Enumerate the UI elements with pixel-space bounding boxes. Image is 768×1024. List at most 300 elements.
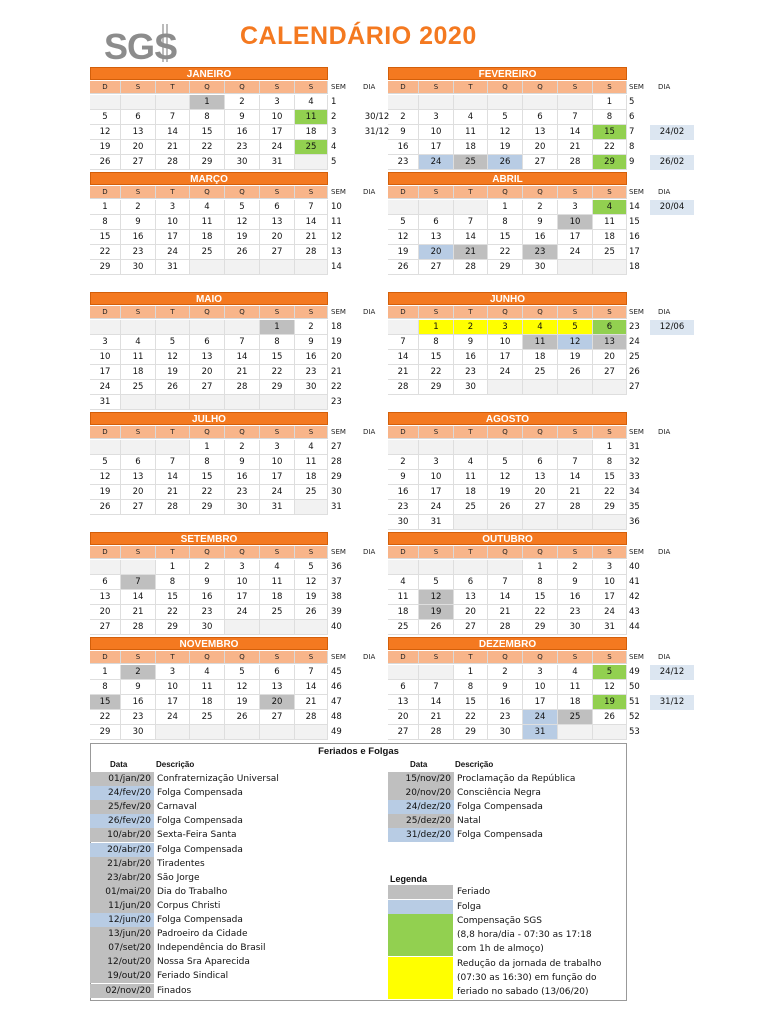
day-cell: 23 xyxy=(121,245,156,260)
week-number: 23 xyxy=(629,322,640,332)
day-cell: 28 xyxy=(558,500,593,515)
day-cell: 28 xyxy=(156,500,190,515)
day-cell: 14 xyxy=(419,695,454,710)
week-number: 7 xyxy=(629,127,635,137)
weekday-header: Q xyxy=(190,306,225,319)
day-cell: 31 xyxy=(156,260,190,275)
day-cell: 27 xyxy=(190,380,225,395)
day-cell: 8 xyxy=(523,575,558,590)
day-cell: 17 xyxy=(90,365,121,380)
empty-cell xyxy=(523,515,558,530)
day-cell: 27 xyxy=(523,500,558,515)
day-cell: 17 xyxy=(419,485,454,500)
week-number: 27 xyxy=(331,442,342,452)
empty-cell xyxy=(558,260,593,275)
day-cell: 15 xyxy=(488,230,523,245)
day-cell: 22 xyxy=(260,365,295,380)
weekday-header: D xyxy=(388,186,419,199)
day-cell: 5 xyxy=(225,200,260,215)
sem-header: SEM xyxy=(331,83,346,91)
month-header: JANEIRO xyxy=(90,67,328,80)
empty-cell xyxy=(523,95,558,110)
weekday-header: S xyxy=(121,651,156,664)
dia-header: DIA xyxy=(363,653,376,661)
day-cell: 26 xyxy=(488,155,523,170)
day-cell: 22 xyxy=(156,605,190,620)
day-cell: 17 xyxy=(593,590,627,605)
day-cell: 4 xyxy=(593,200,627,215)
day-cell: 10 xyxy=(225,575,260,590)
week-number: 27 xyxy=(629,382,640,392)
day-cell: 7 xyxy=(225,335,260,350)
month-header: MAIO xyxy=(90,292,328,305)
day-cell: 18 xyxy=(121,365,156,380)
day-cell: 28 xyxy=(419,725,454,740)
holiday-desc: Folga Compensada xyxy=(457,830,543,841)
day-cell: 12 xyxy=(388,230,419,245)
holiday-date: 31/dez/20 xyxy=(388,828,454,842)
day-cell: 11 xyxy=(388,590,419,605)
day-cell: 2 xyxy=(523,200,558,215)
empty-cell xyxy=(593,260,627,275)
day-cell: 23 xyxy=(388,155,419,170)
empty-cell xyxy=(295,620,328,635)
sem-header: SEM xyxy=(331,428,346,436)
day-cell: 6 xyxy=(388,680,419,695)
day-cell: 1 xyxy=(190,95,225,110)
holiday-date: 02/nov/20 xyxy=(90,984,154,998)
weekday-header: S xyxy=(593,186,627,199)
day-cell: 29 xyxy=(190,500,225,515)
dia-value: 26/02 xyxy=(650,155,694,170)
day-cell: 23 xyxy=(295,365,328,380)
week-number: 5 xyxy=(331,157,337,167)
weekday-header: T xyxy=(156,546,190,559)
day-cell: 14 xyxy=(454,230,488,245)
legend-title: Legenda xyxy=(390,874,428,884)
day-cell: 30 xyxy=(225,155,260,170)
day-cell: 12 xyxy=(156,350,190,365)
empty-cell xyxy=(295,725,328,740)
day-cell: 19 xyxy=(295,590,328,605)
weekday-header: S xyxy=(419,306,454,319)
day-cell: 3 xyxy=(419,455,454,470)
holiday-desc: Folga Compensada xyxy=(157,816,243,827)
weekday-header: Q xyxy=(190,546,225,559)
weekday-header: Q xyxy=(225,426,260,439)
holiday-date: 19/out/20 xyxy=(90,969,154,983)
page-title: CALENDÁRIO 2020 xyxy=(240,22,477,50)
holiday-date: 23/abr/20 xyxy=(90,871,154,885)
day-cell: 9 xyxy=(225,455,260,470)
day-cell: 8 xyxy=(488,215,523,230)
weekday-header: S xyxy=(558,306,593,319)
day-cell: 5 xyxy=(388,215,419,230)
legend-reducao-label: (07:30 as 16:30) em função do xyxy=(457,973,597,983)
empty-cell xyxy=(454,95,488,110)
day-cell: 19 xyxy=(90,140,121,155)
week-number: 43 xyxy=(629,607,640,617)
month-header: ABRIL xyxy=(388,172,627,185)
day-cell: 10 xyxy=(260,455,295,470)
day-cell: 25 xyxy=(523,365,558,380)
empty-cell xyxy=(121,395,156,410)
sem-header: SEM xyxy=(629,548,644,556)
weekday-header: T xyxy=(454,306,488,319)
empty-cell xyxy=(90,440,121,455)
day-cell: 18 xyxy=(190,230,225,245)
weekday-header: S xyxy=(558,651,593,664)
holiday-date: 01/mai/20 xyxy=(90,885,154,899)
day-cell: 13 xyxy=(260,680,295,695)
day-cell: 12 xyxy=(225,215,260,230)
day-cell: 3 xyxy=(260,95,295,110)
day-cell: 16 xyxy=(225,125,260,140)
day-cell: 26 xyxy=(488,500,523,515)
day-cell: 2 xyxy=(121,665,156,680)
day-cell: 5 xyxy=(90,455,121,470)
day-cell: 8 xyxy=(593,110,627,125)
day-cell: 29 xyxy=(260,380,295,395)
day-cell: 29 xyxy=(488,260,523,275)
weekday-header: S xyxy=(260,81,295,94)
day-cell: 31 xyxy=(90,395,121,410)
day-cell: 16 xyxy=(121,695,156,710)
day-cell: 20 xyxy=(260,230,295,245)
day-cell: 19 xyxy=(225,695,260,710)
day-cell: 8 xyxy=(454,680,488,695)
day-cell: 5 xyxy=(558,320,593,335)
day-cell: 16 xyxy=(190,590,225,605)
dia-value: 31/12 xyxy=(650,695,694,710)
day-cell: 19 xyxy=(90,485,121,500)
day-cell: 6 xyxy=(190,335,225,350)
day-cell: 5 xyxy=(593,665,627,680)
day-cell: 1 xyxy=(488,200,523,215)
weekday-header: Q xyxy=(523,651,558,664)
day-cell: 22 xyxy=(488,245,523,260)
holiday-date: 01/jan/20 xyxy=(90,772,154,786)
day-cell: 8 xyxy=(593,455,627,470)
holiday-desc: Independência do Brasil xyxy=(157,943,266,954)
weekday-header: D xyxy=(388,651,419,664)
holiday-desc: Folga Compensada xyxy=(157,915,243,925)
col-date-header: Data xyxy=(110,760,128,769)
day-cell: 12 xyxy=(488,470,523,485)
day-cell: 15 xyxy=(523,590,558,605)
weekday-header: D xyxy=(90,546,121,559)
dia-header: DIA xyxy=(363,548,376,556)
dia-value: 24/02 xyxy=(650,125,694,140)
week-number: 17 xyxy=(629,247,640,257)
day-cell: 9 xyxy=(523,215,558,230)
day-cell: 20 xyxy=(260,695,295,710)
day-cell: 14 xyxy=(558,125,593,140)
holiday-date: 20/nov/20 xyxy=(388,786,454,800)
legend-comp-label: Compensação SGS xyxy=(457,916,542,926)
day-cell: 18 xyxy=(295,125,328,140)
empty-cell xyxy=(388,200,419,215)
weekday-header: S xyxy=(260,651,295,664)
week-number: 13 xyxy=(331,247,342,257)
weekday-header: Q xyxy=(523,306,558,319)
empty-cell xyxy=(225,725,260,740)
week-number: 51 xyxy=(629,697,640,707)
day-cell: 9 xyxy=(388,470,419,485)
day-cell: 10 xyxy=(260,110,295,125)
holiday-date: 12/jun/20 xyxy=(90,913,154,927)
week-number: 3 xyxy=(331,127,337,137)
dia-header: DIA xyxy=(658,188,671,196)
weekday-header: S xyxy=(260,306,295,319)
day-cell: 7 xyxy=(156,455,190,470)
weekday-header: Q xyxy=(523,426,558,439)
day-cell: 7 xyxy=(295,665,328,680)
sem-header: SEM xyxy=(331,548,346,556)
day-cell: 17 xyxy=(156,695,190,710)
month-header: AGOSTO xyxy=(388,412,627,425)
day-cell: 21 xyxy=(488,605,523,620)
weekday-header: Q xyxy=(488,306,523,319)
week-number: 33 xyxy=(629,472,640,482)
holiday-desc: Folga Compensada xyxy=(457,802,543,813)
week-number: 36 xyxy=(331,562,342,572)
day-cell: 3 xyxy=(558,200,593,215)
day-cell: 18 xyxy=(260,590,295,605)
holiday-desc: Padroeiro da Cidade xyxy=(157,929,248,940)
day-cell: 27 xyxy=(454,620,488,635)
day-cell: 17 xyxy=(523,695,558,710)
week-number: 49 xyxy=(331,727,342,737)
empty-cell xyxy=(558,380,593,395)
day-cell: 5 xyxy=(295,560,328,575)
day-cell: 29 xyxy=(593,155,627,170)
weekday-header: T xyxy=(454,81,488,94)
day-cell: 30 xyxy=(121,260,156,275)
dia-header: DIA xyxy=(363,308,376,316)
week-number: 14 xyxy=(331,262,342,272)
day-cell: 7 xyxy=(558,455,593,470)
day-cell: 16 xyxy=(388,485,419,500)
day-cell: 15 xyxy=(593,470,627,485)
day-cell: 11 xyxy=(190,680,225,695)
week-number: 52 xyxy=(629,712,640,722)
weekday-header: Q xyxy=(225,81,260,94)
day-cell: 10 xyxy=(558,215,593,230)
weekday-header: T xyxy=(156,651,190,664)
day-cell: 6 xyxy=(260,200,295,215)
day-cell: 4 xyxy=(190,200,225,215)
day-cell: 24 xyxy=(90,380,121,395)
day-cell: 2 xyxy=(225,440,260,455)
day-cell: 20 xyxy=(121,140,156,155)
day-cell: 11 xyxy=(558,680,593,695)
day-cell: 27 xyxy=(121,155,156,170)
week-number: 36 xyxy=(629,517,640,527)
dia-header: DIA xyxy=(658,428,671,436)
col-desc-header: Descrição xyxy=(156,760,195,769)
day-cell: 24 xyxy=(558,245,593,260)
day-cell: 7 xyxy=(295,200,328,215)
legend-feriado-label: Feriado xyxy=(457,887,491,897)
empty-cell xyxy=(388,665,419,680)
day-cell: 27 xyxy=(593,365,627,380)
weekday-header: D xyxy=(388,306,419,319)
day-cell: 9 xyxy=(190,575,225,590)
week-number: 8 xyxy=(629,142,635,152)
day-cell: 11 xyxy=(190,215,225,230)
week-number: 2 xyxy=(331,112,337,122)
holiday-date: 24/dez/20 xyxy=(388,800,454,814)
day-cell: 26 xyxy=(558,365,593,380)
day-cell: 27 xyxy=(419,260,454,275)
sem-header: SEM xyxy=(629,653,644,661)
holiday-desc: Dia do Trabalho xyxy=(157,886,228,897)
day-cell: 11 xyxy=(295,110,328,125)
day-cell: 12 xyxy=(593,680,627,695)
day-cell: 16 xyxy=(388,140,419,155)
day-cell: 18 xyxy=(454,140,488,155)
day-cell: 28 xyxy=(558,155,593,170)
day-cell: 20 xyxy=(90,605,121,620)
day-cell: 11 xyxy=(454,125,488,140)
empty-cell xyxy=(523,380,558,395)
weekday-header: Q xyxy=(523,186,558,199)
week-number: 12 xyxy=(331,232,342,242)
empty-cell xyxy=(225,395,260,410)
weekday-header: S xyxy=(593,81,627,94)
empty-cell xyxy=(225,260,260,275)
day-cell: 29 xyxy=(156,620,190,635)
holiday-date: 12/out/20 xyxy=(90,955,154,969)
week-number: 23 xyxy=(331,397,342,407)
day-cell: 15 xyxy=(593,125,627,140)
day-cell: 17 xyxy=(419,140,454,155)
day-cell: 12 xyxy=(488,125,523,140)
day-cell: 21 xyxy=(156,485,190,500)
week-number: 4 xyxy=(331,142,337,152)
day-cell: 26 xyxy=(225,710,260,725)
day-cell: 7 xyxy=(156,110,190,125)
day-cell: 28 xyxy=(295,245,328,260)
weekday-header: Q xyxy=(488,186,523,199)
day-cell: 7 xyxy=(454,215,488,230)
weekday-header: S xyxy=(121,306,156,319)
day-cell: 22 xyxy=(190,140,225,155)
day-cell: 25 xyxy=(388,620,419,635)
day-cell: 30 xyxy=(523,260,558,275)
day-cell: 19 xyxy=(488,140,523,155)
holiday-date: 10/abr/20 xyxy=(90,828,154,842)
day-cell: 6 xyxy=(419,215,454,230)
logo-text: SGS xyxy=(104,26,178,67)
week-number: 39 xyxy=(331,607,342,617)
day-cell: 2 xyxy=(454,320,488,335)
holiday-date: 11/jun/20 xyxy=(90,899,154,913)
day-cell: 20 xyxy=(121,485,156,500)
week-number: 20 xyxy=(331,352,342,362)
day-cell: 18 xyxy=(454,485,488,500)
empty-cell xyxy=(419,560,454,575)
day-cell: 10 xyxy=(488,335,523,350)
day-cell: 2 xyxy=(225,95,260,110)
week-number: 53 xyxy=(629,727,640,737)
day-cell: 18 xyxy=(558,695,593,710)
day-cell: 14 xyxy=(295,215,328,230)
day-cell: 24 xyxy=(225,605,260,620)
weekday-header: S xyxy=(558,186,593,199)
empty-cell xyxy=(121,440,156,455)
week-number: 46 xyxy=(331,682,342,692)
day-cell: 21 xyxy=(558,485,593,500)
day-cell: 24 xyxy=(419,155,454,170)
day-cell: 1 xyxy=(156,560,190,575)
day-cell: 25 xyxy=(121,380,156,395)
day-cell: 1 xyxy=(523,560,558,575)
day-cell: 5 xyxy=(488,110,523,125)
day-cell: 28 xyxy=(488,620,523,635)
empty-cell xyxy=(156,320,190,335)
day-cell: 15 xyxy=(190,470,225,485)
weekday-header: S xyxy=(121,81,156,94)
empty-cell xyxy=(558,95,593,110)
day-cell: 4 xyxy=(190,665,225,680)
empty-cell xyxy=(488,560,523,575)
day-cell: 17 xyxy=(156,230,190,245)
day-cell: 30 xyxy=(295,380,328,395)
day-cell: 28 xyxy=(388,380,419,395)
weekday-header: Q xyxy=(190,651,225,664)
day-cell: 29 xyxy=(90,725,121,740)
legend-folga-label: Folga xyxy=(457,902,482,912)
day-cell: 20 xyxy=(419,245,454,260)
day-cell: 26 xyxy=(388,260,419,275)
empty-cell xyxy=(558,515,593,530)
day-cell: 14 xyxy=(488,590,523,605)
weekday-header: S xyxy=(295,81,328,94)
day-cell: 24 xyxy=(488,365,523,380)
empty-cell xyxy=(225,320,260,335)
holiday-desc: Confraternização Universal xyxy=(157,774,279,784)
day-cell: 21 xyxy=(156,140,190,155)
day-cell: 9 xyxy=(121,680,156,695)
weekday-header: Q xyxy=(488,651,523,664)
weekday-header: S xyxy=(295,426,328,439)
day-cell: 26 xyxy=(90,500,121,515)
day-cell: 9 xyxy=(225,110,260,125)
week-number: 24 xyxy=(629,337,640,347)
week-number: 6 xyxy=(629,112,635,122)
month-header: DEZEMBRO xyxy=(388,637,627,650)
holiday-desc: São Jorge xyxy=(157,872,200,883)
day-cell: 15 xyxy=(90,695,121,710)
day-cell: 19 xyxy=(419,605,454,620)
empty-cell xyxy=(593,515,627,530)
day-cell: 24 xyxy=(593,605,627,620)
day-cell: 3 xyxy=(523,665,558,680)
day-cell: 3 xyxy=(90,335,121,350)
day-cell: 6 xyxy=(454,575,488,590)
day-cell: 23 xyxy=(558,605,593,620)
week-number: 31 xyxy=(331,502,342,512)
day-cell: 18 xyxy=(295,470,328,485)
day-cell: 21 xyxy=(558,140,593,155)
day-cell: 27 xyxy=(388,725,419,740)
holiday-date: 21/abr/20 xyxy=(90,857,154,871)
day-cell: 21 xyxy=(419,710,454,725)
weekday-header: S xyxy=(295,186,328,199)
weekday-header: S xyxy=(593,651,627,664)
